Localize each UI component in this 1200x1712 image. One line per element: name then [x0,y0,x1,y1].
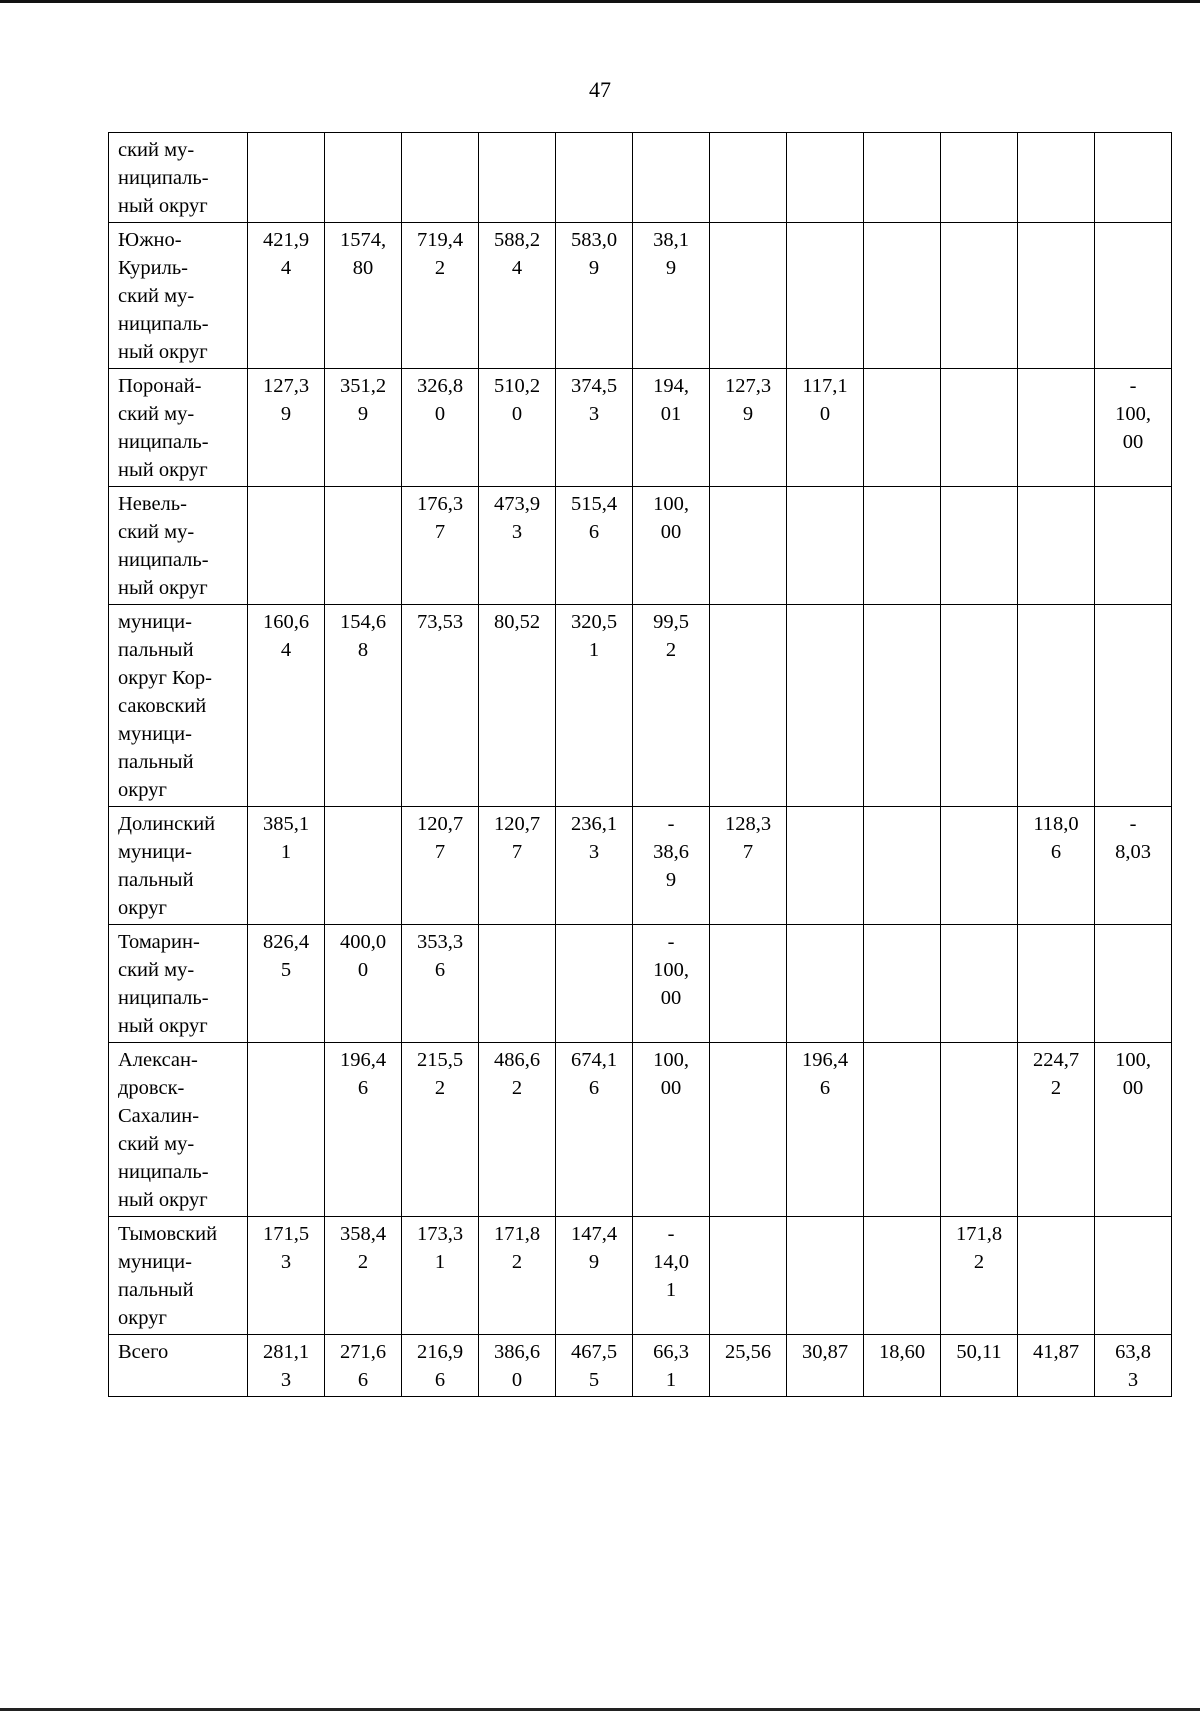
value-cell [787,1217,864,1335]
value-cell: 326,8 0 [402,369,479,487]
value-cell: - 100, 00 [633,925,710,1043]
value-cell [1095,605,1172,807]
value-cell [710,605,787,807]
value-cell: 154,6 8 [325,605,402,807]
value-cell: 120,7 7 [402,807,479,925]
value-cell: 374,5 3 [556,369,633,487]
value-cell: 128,3 7 [710,807,787,925]
value-cell: 1574, 80 [325,223,402,369]
value-cell [941,925,1018,1043]
value-cell [325,487,402,605]
value-cell [325,807,402,925]
value-cell: - 8,03 [1095,807,1172,925]
table-row [109,487,1172,605]
value-cell: 171,5 3 [248,1217,325,1335]
value-cell: 358,4 2 [325,1217,402,1335]
value-cell: 467,5 5 [556,1335,633,1397]
value-cell: 100, 00 [1095,1043,1172,1217]
value-cell [787,223,864,369]
value-cell [787,925,864,1043]
value-cell: 30,87 [787,1335,864,1397]
value-cell [710,925,787,1043]
value-cell: 486,6 2 [479,1043,556,1217]
value-cell: 826,4 5 [248,925,325,1043]
value-cell: 353,3 6 [402,925,479,1043]
value-cell: 320,5 1 [556,605,633,807]
value-cell: 117,1 0 [787,369,864,487]
row-name-cell: Тымовский муници- пальный округ [109,1217,248,1335]
value-cell [941,133,1018,223]
row-name-cell: ский му- ниципаль- ный округ [109,133,248,223]
table-row [109,925,1172,1043]
scan-top-border [0,0,1200,3]
value-cell [402,133,479,223]
value-cell: 99,5 2 [633,605,710,807]
value-cell: 224,7 2 [1018,1043,1095,1217]
value-cell: 386,6 0 [479,1335,556,1397]
row-name-cell: Южно- Куриль- ский му- ниципаль- ный округ [109,223,248,369]
value-cell: 515,4 6 [556,487,633,605]
value-cell [864,807,941,925]
value-cell: 236,1 3 [556,807,633,925]
value-cell [787,133,864,223]
table-row [109,369,1172,487]
value-cell: 173,3 1 [402,1217,479,1335]
value-cell [710,133,787,223]
value-cell [941,487,1018,605]
value-cell: 127,3 9 [710,369,787,487]
value-cell [941,223,1018,369]
row-name-cell: Всего [109,1335,248,1397]
value-cell: 171,8 2 [479,1217,556,1335]
row-name-cell: муници- пальный округ Кор- саковский муници- пальный округ [109,605,248,807]
value-cell [556,133,633,223]
value-cell: 510,2 0 [479,369,556,487]
value-cell [864,223,941,369]
value-cell: 216,9 6 [402,1335,479,1397]
table-row [109,1335,1172,1397]
value-cell [1095,223,1172,369]
value-cell: 281,1 3 [248,1335,325,1397]
value-cell: 66,3 1 [633,1335,710,1397]
value-cell [710,1217,787,1335]
value-cell [479,133,556,223]
value-cell: 271,6 6 [325,1335,402,1397]
value-cell: 80,52 [479,605,556,807]
value-cell: 147,4 9 [556,1217,633,1335]
value-cell: 118,0 6 [1018,807,1095,925]
value-cell: 400,0 0 [325,925,402,1043]
value-cell: 196,4 6 [325,1043,402,1217]
value-cell: 583,0 9 [556,223,633,369]
table-row [109,223,1172,369]
value-cell: 196,4 6 [787,1043,864,1217]
value-cell [479,925,556,1043]
value-cell: 588,2 4 [479,223,556,369]
value-cell [941,369,1018,487]
value-cell [941,1043,1018,1217]
table-row [109,1217,1172,1335]
page-number: 47 [589,77,611,102]
value-cell [787,807,864,925]
value-cell: 38,1 9 [633,223,710,369]
value-cell [1095,133,1172,223]
value-cell [710,1043,787,1217]
value-cell [864,1217,941,1335]
value-cell [556,925,633,1043]
scan-bottom-border [0,1708,1200,1711]
value-cell: 176,3 7 [402,487,479,605]
value-cell: 63,8 3 [1095,1335,1172,1397]
value-cell: - 14,0 1 [633,1217,710,1335]
value-cell [1018,369,1095,487]
value-cell [787,605,864,807]
value-cell [864,605,941,807]
value-cell [1095,487,1172,605]
row-name-cell: Невель- ский му- ниципаль- ный округ [109,487,248,605]
value-cell: 719,4 2 [402,223,479,369]
value-cell [325,133,402,223]
value-cell: 385,1 1 [248,807,325,925]
value-cell: 18,60 [864,1335,941,1397]
value-cell: 100, 00 [633,487,710,605]
row-name-cell: Долинский муници- пальный округ [109,807,248,925]
table-body [109,133,1172,1397]
value-cell [1095,1217,1172,1335]
value-cell [864,1043,941,1217]
value-cell [1018,133,1095,223]
value-cell [633,133,710,223]
value-cell: 421,9 4 [248,223,325,369]
value-cell [787,487,864,605]
value-cell [864,133,941,223]
value-cell [941,605,1018,807]
row-name-cell: Поронай- ский му- ниципаль- ный округ [109,369,248,487]
value-cell: 351,2 9 [325,369,402,487]
value-cell [864,369,941,487]
value-cell: 41,87 [1018,1335,1095,1397]
row-name-cell: Алексан- дровск- Сахалин- ский му- ниципаль- ный округ [109,1043,248,1217]
value-cell [864,487,941,605]
table-row [109,605,1172,807]
value-cell [1018,605,1095,807]
value-cell: 120,7 7 [479,807,556,925]
value-cell: 674,1 6 [556,1043,633,1217]
value-cell: 100, 00 [633,1043,710,1217]
value-cell [248,133,325,223]
value-cell [248,1043,325,1217]
row-name-cell: Томарин- ский му- ниципаль- ный округ [109,925,248,1043]
value-cell: 194, 01 [633,369,710,487]
value-cell: - 38,6 9 [633,807,710,925]
value-cell [864,925,941,1043]
value-cell: 50,11 [941,1335,1018,1397]
value-cell [1018,487,1095,605]
value-cell: 127,3 9 [248,369,325,487]
value-cell: - 100, 00 [1095,369,1172,487]
value-cell: 171,8 2 [941,1217,1018,1335]
value-cell [1095,925,1172,1043]
value-cell [941,807,1018,925]
table-row [109,807,1172,925]
data-table [108,132,1172,1397]
value-cell [710,487,787,605]
value-cell: 160,6 4 [248,605,325,807]
value-cell [710,223,787,369]
table-row [109,133,1172,223]
value-cell: 73,53 [402,605,479,807]
table-row [109,1043,1172,1217]
value-cell: 215,5 2 [402,1043,479,1217]
value-cell [1018,223,1095,369]
value-cell [1018,925,1095,1043]
value-cell: 473,9 3 [479,487,556,605]
value-cell [1018,1217,1095,1335]
value-cell: 25,56 [710,1335,787,1397]
value-cell [248,487,325,605]
